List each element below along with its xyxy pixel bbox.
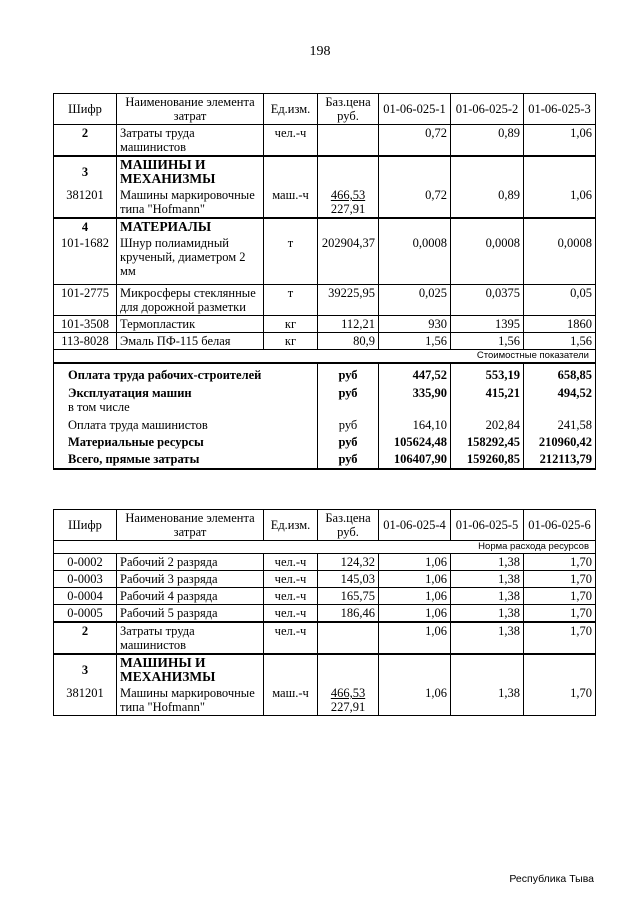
row-value-3: 1,70 — [524, 605, 596, 623]
header-code: Шифр — [54, 510, 117, 541]
summary-row — [54, 400, 596, 414]
section-title: МАТЕРИАЛЫ — [117, 218, 264, 235]
row-code: 0-0003 — [54, 571, 117, 588]
row-price — [318, 187, 379, 218]
header-name: Наименование элемента затрат — [117, 510, 264, 541]
row-name: Затраты труда машинистов — [117, 125, 264, 157]
row-name: Микросферы стеклянные для дорожной разметки — [117, 285, 264, 316]
row-value-1: 0,0008 — [379, 235, 451, 285]
row-name: Рабочий 5 разряда — [117, 605, 264, 623]
footer-region: Республика Тыва — [509, 873, 594, 885]
summary-value-3: 210960,42 — [524, 432, 596, 449]
table-row — [54, 187, 596, 218]
table-row — [54, 285, 596, 316]
header-col-3: 01-06-025-3 — [524, 94, 596, 125]
row-code: 101-1682 — [54, 235, 117, 285]
section-header-row — [54, 218, 596, 235]
section-title: МАШИНЫ И МЕХАНИЗМЫ — [117, 654, 264, 685]
row-unit: т — [264, 285, 318, 316]
row-value-2: 0,89 — [451, 125, 524, 157]
price-bottom: 227,91 — [330, 700, 366, 714]
row-code: 381201 — [54, 187, 117, 218]
summary-row — [54, 414, 596, 432]
row-value-3: 1,70 — [524, 685, 596, 716]
summary-unit: руб — [318, 414, 379, 432]
header-col-2: 01-06-025-5 — [451, 510, 524, 541]
table-row — [54, 333, 596, 350]
summary-name: Всего, прямые затраты — [54, 449, 318, 469]
table-row — [54, 605, 596, 623]
summary-unit: руб — [318, 382, 379, 400]
row-value-2: 0,0375 — [451, 285, 524, 316]
summary-name: Эксплуатация машин — [54, 382, 318, 400]
row-code: 0-0005 — [54, 605, 117, 623]
header-name: Наименование элемента затрат — [117, 94, 264, 125]
summary-value-1: 447,52 — [379, 363, 451, 382]
summary-name: Материальные ресурсы — [54, 432, 318, 449]
table-row — [54, 588, 596, 605]
row-value-1: 1,06 — [379, 685, 451, 716]
row-value-2: 0,89 — [451, 187, 524, 218]
row-value-1: 930 — [379, 316, 451, 333]
resource-table-1 — [53, 93, 596, 470]
row-price: 186,46 — [318, 605, 379, 623]
header-col-1: 01-06-025-1 — [379, 94, 451, 125]
row-value-1: 1,56 — [379, 333, 451, 350]
row-unit: чел.-ч — [264, 605, 318, 623]
section-code: 3 — [54, 156, 117, 187]
summary-unit: руб — [318, 432, 379, 449]
row-price: 80,9 — [318, 333, 379, 350]
row-code: 2 — [54, 125, 117, 157]
table-row — [54, 622, 596, 654]
summary-value-1: 164,10 — [379, 414, 451, 432]
row-value-3: 1,70 — [524, 588, 596, 605]
row-value-3: 1,70 — [524, 622, 596, 654]
row-value-3: 1,56 — [524, 333, 596, 350]
row-value-2: 1,56 — [451, 333, 524, 350]
row-unit: чел.-ч — [264, 571, 318, 588]
row-unit: чел.-ч — [264, 622, 318, 654]
price-bottom: 227,91 — [330, 202, 366, 216]
row-unit: кг — [264, 316, 318, 333]
summary-value-2: 553,19 — [451, 363, 524, 382]
row-value-1: 1,06 — [379, 622, 451, 654]
row-unit: т — [264, 235, 318, 285]
section-label: Норма расхода ресурсов — [54, 541, 596, 554]
row-name: Машины маркировочные типа "Hofmann" — [117, 187, 264, 218]
row-value-3: 0,05 — [524, 285, 596, 316]
summary-name: в том числе — [54, 400, 318, 414]
summary-value-2: 202,84 — [451, 414, 524, 432]
row-price: 112,21 — [318, 316, 379, 333]
row-price: 39225,95 — [318, 285, 379, 316]
summary-name: Оплата труда машинистов — [54, 414, 318, 432]
section-label-row — [54, 350, 596, 364]
row-price — [318, 685, 379, 716]
summary-value-3: 241,58 — [524, 414, 596, 432]
row-value-2: 1,38 — [451, 571, 524, 588]
table-row — [54, 571, 596, 588]
row-unit: чел.-ч — [264, 554, 318, 571]
header-price: Баз.цена руб. — [318, 510, 379, 541]
row-price: 165,75 — [318, 588, 379, 605]
row-code: 101-2775 — [54, 285, 117, 316]
row-price: 202904,37 — [318, 235, 379, 285]
row-name: Рабочий 2 разряда — [117, 554, 264, 571]
row-value-2: 1,38 — [451, 588, 524, 605]
row-value-2: 1,38 — [451, 554, 524, 571]
summary-value-1: 105624,48 — [379, 432, 451, 449]
header-unit: Ед.изм. — [264, 94, 318, 125]
summary-name: Оплата труда рабочих-строителей — [54, 363, 318, 382]
row-price — [318, 622, 379, 654]
summary-value-1: 335,90 — [379, 382, 451, 400]
section-label: Стоимостные показатели — [54, 350, 596, 364]
row-value-3: 1,70 — [524, 554, 596, 571]
row-value-3: 1,70 — [524, 571, 596, 588]
table-row — [54, 316, 596, 333]
row-code: 101-3508 — [54, 316, 117, 333]
row-value-1: 1,06 — [379, 605, 451, 623]
row-code: 0-0004 — [54, 588, 117, 605]
page-number: 198 — [309, 44, 331, 59]
summary-row — [54, 432, 596, 449]
table-header-row — [54, 94, 596, 125]
row-value-3: 1,06 — [524, 187, 596, 218]
row-name: Шнур полиамидный крученый, диаметром 2 мм — [117, 235, 264, 285]
section-header-row — [54, 156, 596, 187]
row-value-1: 1,06 — [379, 588, 451, 605]
summary-value-2: 415,21 — [451, 382, 524, 400]
summary-value-2: 158292,45 — [451, 432, 524, 449]
header-unit: Ед.изм. — [264, 510, 318, 541]
table-row — [54, 235, 596, 285]
row-code: 2 — [54, 622, 117, 654]
row-name: Машины маркировочные типа "Hofmann" — [117, 685, 264, 716]
row-unit: маш.-ч — [264, 187, 318, 218]
summary-value-1: 106407,90 — [379, 449, 451, 469]
row-name: Рабочий 4 разряда — [117, 588, 264, 605]
row-name: Эмаль ПФ-115 белая — [117, 333, 264, 350]
row-unit: чел.-ч — [264, 588, 318, 605]
section-code: 4 — [54, 218, 117, 235]
section-label-row — [54, 541, 596, 554]
summary-row — [54, 449, 596, 469]
row-value-2: 1,38 — [451, 622, 524, 654]
table-row — [54, 685, 596, 716]
header-col-3: 01-06-025-6 — [524, 510, 596, 541]
row-unit: кг — [264, 333, 318, 350]
row-value-2: 1,38 — [451, 685, 524, 716]
price-top: 466,53 — [330, 686, 366, 700]
row-code: 381201 — [54, 685, 117, 716]
summary-row — [54, 363, 596, 382]
row-name: Рабочий 3 разряда — [117, 571, 264, 588]
row-unit: маш.-ч — [264, 685, 318, 716]
row-name: Термопластик — [117, 316, 264, 333]
table-header-row — [54, 510, 596, 541]
row-value-2: 1,38 — [451, 605, 524, 623]
summary-unit: руб — [318, 449, 379, 469]
header-col-2: 01-06-025-2 — [451, 94, 524, 125]
section-header-row — [54, 654, 596, 685]
summary-value-3: 212113,79 — [524, 449, 596, 469]
row-value-2: 0,0008 — [451, 235, 524, 285]
table-row — [54, 554, 596, 571]
row-value-2: 1395 — [451, 316, 524, 333]
row-value-3: 1860 — [524, 316, 596, 333]
row-value-1: 0,72 — [379, 187, 451, 218]
row-value-1: 0,72 — [379, 125, 451, 157]
row-code: 0-0002 — [54, 554, 117, 571]
row-value-1: 1,06 — [379, 571, 451, 588]
row-value-3: 1,06 — [524, 125, 596, 157]
row-value-1: 1,06 — [379, 554, 451, 571]
summary-value-3: 658,85 — [524, 363, 596, 382]
header-col-1: 01-06-025-4 — [379, 510, 451, 541]
summary-value-2: 159260,85 — [451, 449, 524, 469]
row-value-1: 0,025 — [379, 285, 451, 316]
row-code: 113-8028 — [54, 333, 117, 350]
section-code: 3 — [54, 654, 117, 685]
row-price — [318, 125, 379, 157]
row-value-3: 0,0008 — [524, 235, 596, 285]
summary-unit: руб — [318, 363, 379, 382]
row-name: Затраты труда машинистов — [117, 622, 264, 654]
price-top: 466,53 — [330, 188, 366, 202]
summary-value-3: 494,52 — [524, 382, 596, 400]
section-title: МАШИНЫ И МЕХАНИЗМЫ — [117, 156, 264, 187]
table-row — [54, 125, 596, 157]
row-price: 145,03 — [318, 571, 379, 588]
summary-row — [54, 382, 596, 400]
resource-table-2 — [53, 509, 596, 716]
header-code: Шифр — [54, 94, 117, 125]
row-unit: чел.-ч — [264, 125, 318, 157]
header-price: Баз.цена руб. — [318, 94, 379, 125]
row-price: 124,32 — [318, 554, 379, 571]
